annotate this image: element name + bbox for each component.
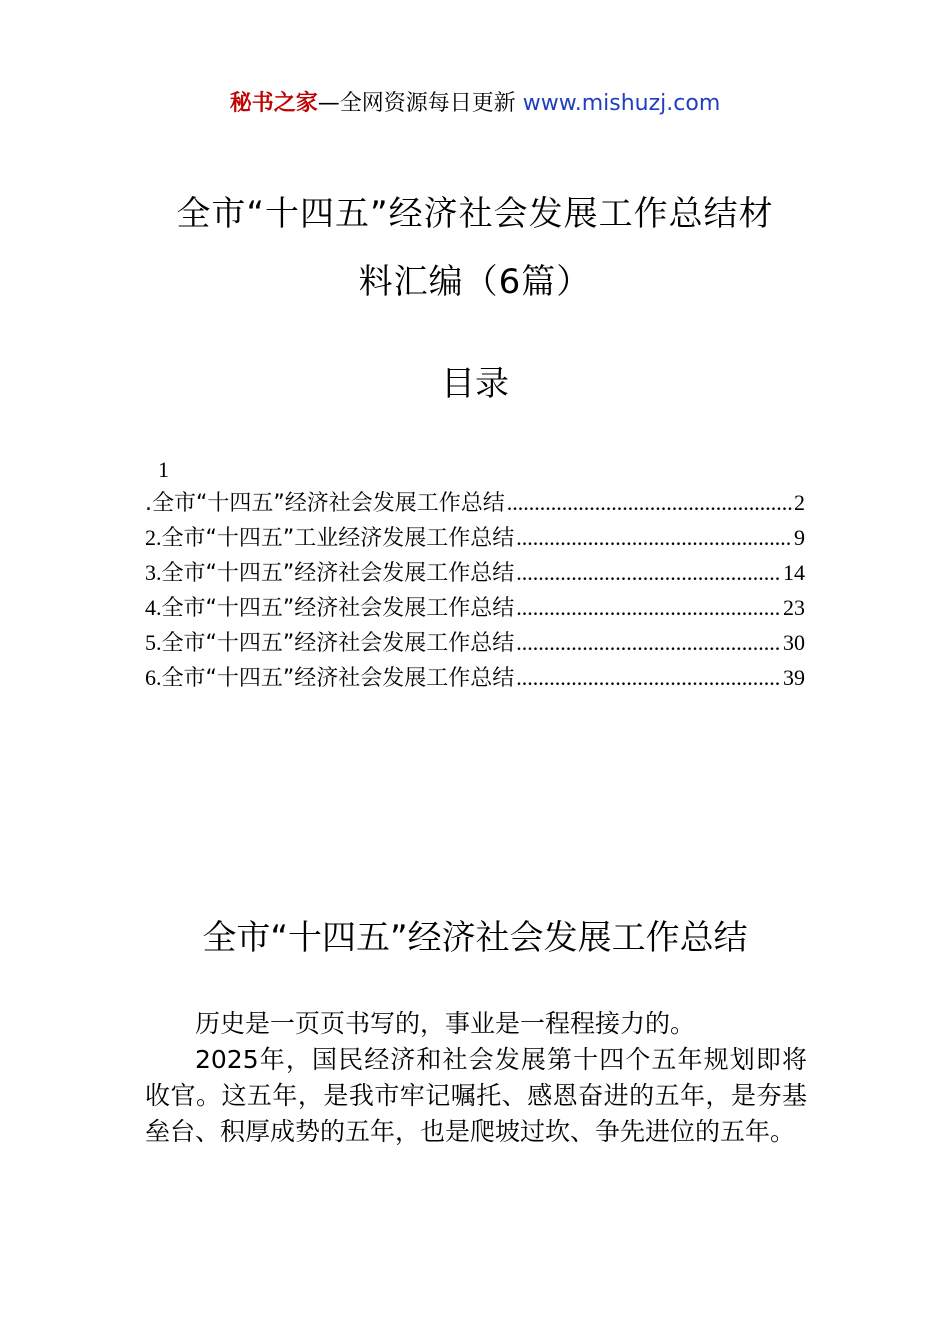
toc-dot-leader [516, 558, 781, 588]
toc-entry-text: 全市“十四五”经济社会发展工作总结 [161, 561, 515, 586]
toc-entry-text: 全市“十四五”经济社会发展工作总结 [161, 631, 515, 656]
toc-entry-page: 14 [783, 560, 805, 585]
toc-entry-1[interactable] [145, 488, 805, 523]
site-url-link[interactable]: www.mishuzj.com [515, 91, 721, 116]
document-title [0, 180, 950, 316]
toc-entry-page: 30 [783, 630, 805, 655]
body-paragraph-1: 历史是一页页书写的，事业是一程程接力的。 [195, 1009, 696, 1038]
brand-name: 秘书之家 [229, 91, 318, 116]
body-paragraph-2: 2025年，国民经济和社会发展第十四个五年规划即将收官。这五年，是我市牢记嘱托、感恩奋进的五年，是夯基垒台、积厚成势的五年，也是爬坡过坎、争先进位的五年。 [145, 1045, 807, 1146]
toc-entry-number: 3. [145, 560, 162, 585]
toc-entry-5[interactable] [145, 628, 805, 663]
title-line-2: 料汇编（6篇） [358, 262, 592, 302]
toc-entry-page: 9 [794, 525, 805, 550]
toc-entry-4[interactable] [145, 593, 805, 628]
toc-heading: 目录 [441, 364, 509, 404]
title-line-1: 全市“十四五”经济社会发展工作总结材 [176, 194, 774, 234]
toc-entry-number: 2. [145, 525, 162, 550]
section-body [145, 1006, 807, 1150]
toc-entry-text: 全市“十四五”经济社会发展工作总结 [161, 666, 515, 691]
toc-stray-number: 1 [158, 457, 169, 482]
toc-entry-text: 全市“十四五”工业经济发展工作总结 [161, 526, 515, 551]
toc-entry-2[interactable] [145, 523, 805, 558]
toc-dot-leader [516, 663, 781, 693]
toc-entry-page: 39 [783, 665, 805, 690]
toc-entry-number: 6. [145, 665, 162, 690]
toc-dot-leader [516, 523, 792, 553]
toc-entry-number: 4. [145, 595, 162, 620]
toc-entry-3[interactable] [145, 558, 805, 593]
toc-entry-text: .全市“十四五”经济社会发展工作总结 [145, 491, 505, 516]
toc-dot-leader [507, 488, 792, 518]
toc-dot-leader [516, 593, 781, 623]
section-title: 全市“十四五”经济社会发展工作总结 [202, 918, 748, 958]
site-header [0, 88, 950, 120]
toc-dot-leader [516, 628, 781, 658]
toc-entry-page: 23 [783, 595, 805, 620]
header-tagline: —全网资源每日更新 [317, 91, 516, 116]
toc-entry-6[interactable] [145, 663, 805, 698]
toc-entry-page: 2 [794, 490, 805, 515]
toc-entry-text: 全市“十四五”经济社会发展工作总结 [161, 596, 515, 621]
table-of-contents [145, 488, 805, 698]
toc-entry-number: 5. [145, 630, 162, 655]
